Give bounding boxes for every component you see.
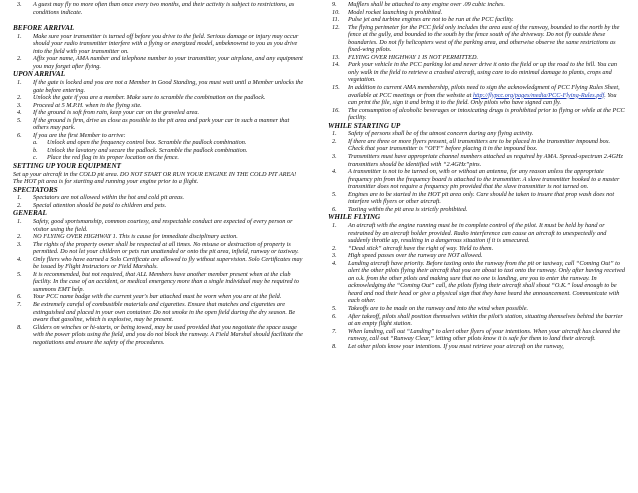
list-item [13,55,305,70]
item-number: 3. [332,252,337,260]
item-number: 2. [17,233,22,241]
list-item [13,324,305,347]
item-text: High speed passes over the runway are NOT allowed. [348,252,483,260]
list-item [328,1,626,9]
item-text: Special attention should be paid to children and pets. [33,201,167,209]
item-text-after-link: . You can print the file, sign it and bring it to the field. Only pilots who have signed can fly. [348,91,617,107]
item-text: FLYING OVER HIGHWAY 1 IS NOT PERMITTED. [348,53,479,61]
section-heading-while-flying: WHILE FLYING [328,213,381,222]
item-number: 1. [17,194,22,202]
item-text: NO FLYING OVER HIGHWAY 1. This is cause for immediate disciplinary action. [33,233,238,241]
list-item [328,328,626,343]
list-item [13,109,305,117]
item-number: 5. [17,270,22,278]
left-column [13,1,305,346]
list-item [13,301,305,324]
item-text: Safety of persons shall be of the utmost concern during any flying activity. [348,130,534,138]
item-number: 1. [332,130,337,138]
item-text: Landing aircraft have priority. Before taxiing onto the runway from the pit or taxiway, call “Coming Out” to alert the other pilots flying their aircraft that you are about to taxi onto the runway. Only after having received an o.k. from the other pilots and making sure that no one is landing, are you to enter the runway. In acknowledging the “Coming Out” call, the pilots flying their aircraft shall shout “O.K.” loud enough to be heard and nod their head or give a physical sign that they have heard the announcement. Communicate with each other. [348,259,626,305]
item-text: Only fliers who have earned a Solo Certificate are allowed to fly without supervision. Solo Certificates may be issued by Flight Instructors or Field Marshals. [33,255,303,271]
item-text: “Dead stick” aircraft have the right of way. Yield to them. [348,244,494,252]
list-item [328,107,626,122]
item-letter: b. [33,146,38,154]
item-number: 5. [332,304,337,312]
item-number: 7. [332,327,337,335]
item-text: If the gate is locked and you are not a Member in Good Standing, you must wait until a Member unlocks the gate before entering. [33,79,304,94]
list-item [328,343,626,351]
list-item [13,293,305,301]
item-number: 14. [332,61,340,69]
item-text: Place the red flag in its proper location on the fence. [47,154,179,162]
list-item [13,33,305,56]
item-text: When landing, call out “Landing” to alert other flyers of your intentions. When your aircraft has cleared the runway, call out “Runway Clear,” letting other pilots know it is safe for them to land their aircraft. [348,327,621,343]
section-heading-general: GENERAL [13,209,47,218]
item-text: Spectators are not allowed within the hot and cold pit areas. [33,194,185,202]
item-number: 11. [332,16,340,24]
item-number: 3. [332,152,337,160]
item-text: Model rocket launching is prohibited. [348,8,443,16]
item-text: Gliders on winches or hi-starts, or being towed, may be used provided that you negotiate the space usage with the power pilots using the field, and you do not block the runway. A Field Marshal should facilitate the negotiations and ensure the safety of the procedures. [33,323,303,346]
list-item [13,233,305,241]
item-number: 2. [17,55,22,63]
list-item [13,241,305,256]
item-number: 13. [332,53,340,61]
list-item [328,191,626,206]
item-text: The flying perimeter for the PCC field only includes the area east of the runway, bounded to the north by the fence at the gully, and bounded to the south by the fence south of the driveway. Do not fly outside these boundaries. Do not fly helicopters west of the parking area, and otherwise observe the same restrictions as fixed-wing pilots. [348,23,620,54]
item-text: Takeoffs are to be made on the runway and into the wind when possible. [348,304,529,312]
section-heading-spectators: SPECTATORS [13,185,58,194]
item-number: 5. [332,190,337,198]
list-item [13,202,305,210]
item-text: A guest may fly no more often than once every two months, and their activity is subject to restrictions, as conditions indicate. [33,1,295,16]
item-text: Unlock the lavatory and secure the padlock. Scramble the padlock combination. [47,146,248,154]
item-number: 1. [17,32,22,40]
item-number: 8. [332,342,337,350]
item-number: 6. [17,131,22,139]
list-item [328,313,626,328]
item-text: Unlock the gate if you are a member. Make sure to scramble the combination on the padlock. [33,94,266,102]
item-letter: c. [33,154,38,162]
item-text: Affix your name, AMA number and telephone number to your transmitter, your airplane, and any equipment you may forget after flying. [33,55,303,70]
list-item [328,305,626,313]
item-number: 10. [332,8,340,16]
item-text: If there are three or more flyers present, all transmitters are to be placed in the transmitter impound box. Check that your transmitter is “OFF” before placing it in the impound box. [348,137,611,153]
setting-up-paragraph: Set up your aircraft in the COLD pit area. DO NOT START OR RUN YOUR ENGINE IN THE COLD PIT AREA! The HOT pit area is for starting and running your engine prior to a flight. [13,170,297,186]
item-number: 4. [17,109,22,117]
item-text: Proceed at 5 M.P.H. when in the flying site. [33,101,142,109]
item-text: An aircraft with the engine running must be in complete control of the pilot. It must be held by hand or restrained by an aircraft holder provided. Radio interference can cause an aircraft to unexpectedly and suddenly throttle up, resulting in a dangerous situation if it is unsecured. [348,221,607,245]
item-number: 16. [332,106,340,114]
item-text: A transmitter is not to be turned on, with or without an antenna, for any reason unless the appropriate frequency pin from the frequency board is attached to the transmitter. A slave transmitter hooked to a master transmitter does not require a frequency pin provided that the slave transmitter is not turned on. [348,168,620,191]
sub-list-item [13,154,305,162]
section-heading-before-arrival: BEFORE ARRIVAL [13,24,75,33]
item-text: Taxiing within the pit area is strictly prohibited. [348,205,468,213]
list-item [328,84,626,107]
item-number: 2. [17,94,22,102]
item-number: 12. [332,23,340,31]
item-text: Engines are to be started in the HOT pit area only. Care should be taken to insure that prop wash does not interfere with flyers or other aircraft. [348,190,615,206]
list-item [13,132,305,140]
item-text: Let other pilots know your intentions. If you must retrieve your aircraft on the runway, [348,342,564,350]
list-item [13,94,305,102]
list-item [328,222,626,245]
item-number: 1. [17,79,22,87]
list-item [328,9,626,17]
list-item [328,252,626,260]
item-number: 9. [332,1,337,8]
item-number: 6. [17,293,22,301]
list-item [328,206,626,214]
item-number: 4. [332,168,337,176]
item-number: 4. [17,255,22,263]
list-item [328,16,626,24]
item-letter: a. [33,139,38,147]
list-item [328,138,626,153]
item-number: 3. [17,101,22,109]
section-heading-setting-up: SETTING UP YOUR EQUIPMENT [13,162,122,171]
list-item [13,194,305,202]
list-item [13,79,305,94]
item-number: 6. [332,205,337,213]
list-item [13,256,305,271]
list-item [328,24,626,54]
item-number: 8. [17,323,22,331]
item-text: Pulse jet and turbine engines are not to be run at the PCC facility. [348,16,514,24]
list-item [13,1,305,16]
item-text: After takeoff, pilots shall position themselves within the pilot’s station, situating themselves behind the barrier at an empty flight station. [348,312,623,328]
item-text: Park your vehicle in the PCC parking lot and never drive it onto the field or up the road to the hill. You can only walk in the field to retrieve a crashed aircraft, using care to do minimal damage to plants, crops and vegetation. [348,61,617,84]
item-number: 7. [17,301,22,309]
list-item [13,218,305,233]
right-column [328,1,626,350]
item-text: Safety, good sportsmanship, common courtesy, and respectable conduct are expected of every person or visitor using the field. [33,218,293,233]
section-heading-upon-arrival: UPON ARRIVAL [13,70,66,79]
sub-list-item [13,147,305,155]
list-item [13,271,305,294]
rules-pdf-link[interactable]: http://flypcc.org/pages/media/PCC-Flying-Rules.pdf [472,91,605,99]
list-item [328,130,626,138]
item-text: If the ground is soft from rain, keep your car on the graveled area. [33,109,200,117]
sub-list-item [13,139,305,147]
list-item [328,168,626,191]
item-number: 6. [332,312,337,320]
item-number: 2. [17,201,22,209]
item-text: If you are the first Member to arrive: [33,131,126,139]
item-number: 5. [17,116,22,124]
item-text: Make sure your transmitter is turned off before you drive to the field. Serious damage or injury may occur should your radio transmitter interfere with a flying or energized model, unbeknownst to you as you drive into the field with your transmitter on. [33,32,299,55]
item-text: It is recommended, but not required, that ALL Members have another member present when at the club facility. In the case of an accident, or medical emergency more than a single individual may be required to summons EMT help. [33,270,300,293]
item-number: 15. [332,84,340,92]
item-text [348,84,626,107]
item-text: Your PCC name badge with the current year's bar attached must be worn when you are at the field. [33,293,282,301]
item-number: 2. [332,137,337,145]
item-text: The consumption of alcoholic beverages or intoxicating drugs is prohibited prior to flying or while at the PCC facility. [348,106,625,122]
item-number: 4. [332,259,337,267]
item-number: 2. [332,244,337,252]
item-text: If the ground is firm, drive as close as possible to the pit area and park your car in such a manner that others may park. [33,116,290,132]
list-item [328,245,626,253]
item-number: 3. [17,1,22,8]
item-text: Transmitters must have appropriate channel numbers attached as required by AMA. Spread-spectrum 2.4GHz transmitters should be identified with “2.4GHz”pins. [348,152,623,168]
item-number: 3. [17,240,22,248]
section-heading-while-starting-up: WHILE STARTING UP [328,121,401,130]
item-number: 1. [332,221,337,229]
list-item [328,260,626,305]
list-item [13,102,305,110]
list-item [328,54,626,62]
list-item [328,153,626,168]
item-number: 1. [17,218,22,225]
item-text: The rights of the property owner shall be respected at all times. No misuse or destruction of property is permitted. Do not let your children or pets run unattended or onto the pit area, infield, runway or taxiway. [33,240,299,256]
item-text: Mufflers shall be attached to any engine over .09 cubic inches. [348,1,505,8]
item-text: Be extremely careful of combustible materials and cigarettes. Ensure that matches and cigarettes are extinguished and placed in your own container. Do not smoke in the open field during the dry season. Be aware that gasoline, which is explosive, may be present. [33,301,296,324]
item-text: Unlock and open the frequency control box. Scramble the padlock combination. [47,139,247,147]
item-text-before-link: In addition to current AMA membership, pilots need to sign the acknowledgment of PCC Flying Rules Sheet, available at PCC meetings or from the website at [348,84,620,99]
list-item [13,117,305,132]
list-item [328,61,626,84]
